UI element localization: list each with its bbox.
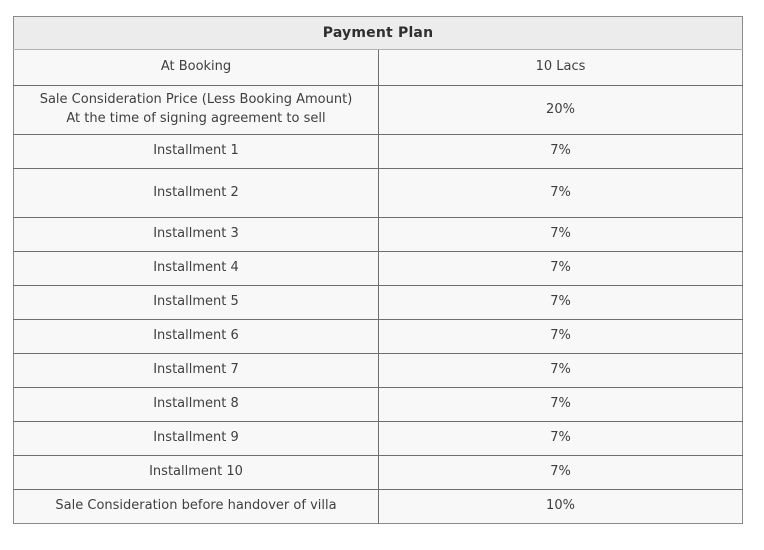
milestone-cell	[14, 388, 379, 422]
milestone-label-line: Sale Consideration before handover of villa	[55, 498, 337, 514]
amount-cell: 7%	[379, 456, 743, 490]
table-row	[14, 135, 743, 169]
milestone-cell	[14, 286, 379, 320]
milestone-cell	[14, 320, 379, 354]
milestone-cell	[14, 135, 379, 169]
table-row	[14, 218, 743, 252]
table-row	[14, 354, 743, 388]
milestone-label-line: Installment 5	[153, 294, 239, 310]
table-body	[14, 50, 743, 524]
table-row	[14, 286, 743, 320]
table-row	[14, 388, 743, 422]
milestone-label-line: Installment 2	[153, 184, 239, 200]
amount-cell: 7%	[379, 354, 743, 388]
milestone-cell	[14, 252, 379, 286]
milestone-cell	[14, 218, 379, 252]
table-row	[14, 50, 743, 86]
amount-cell: 7%	[379, 252, 743, 286]
payment-plan-table	[13, 16, 742, 524]
milestone-cell	[14, 422, 379, 456]
table-row	[14, 86, 743, 135]
amount-cell: 10%	[379, 490, 743, 524]
amount-cell: 7%	[379, 135, 743, 169]
amount-cell: 20%	[379, 86, 743, 135]
amount-cell: 7%	[379, 169, 743, 218]
milestone-label-line: Installment 1	[153, 143, 239, 159]
milestone-cell	[14, 50, 379, 86]
amount-cell: 7%	[379, 286, 743, 320]
milestone-cell	[14, 169, 379, 218]
amount-cell: 7%	[379, 388, 743, 422]
milestone-label-line: Installment 8	[153, 396, 239, 412]
payment-plan-grid	[13, 16, 743, 524]
milestone-cell	[14, 456, 379, 490]
milestone-label-line: Sale Consideration Price (Less Booking Amount)	[39, 92, 353, 108]
table-row	[14, 169, 743, 218]
amount-cell: 10 Lacs	[379, 50, 743, 86]
table-row	[14, 320, 743, 354]
milestone-label-line: Installment 9	[153, 430, 239, 446]
milestone-label-line: Installment 7	[153, 362, 239, 378]
milestone-cell	[14, 86, 379, 135]
table-row	[14, 456, 743, 490]
milestone-label-line: Installment 3	[153, 226, 239, 242]
milestone-cell	[14, 490, 379, 524]
table-title: Payment Plan	[14, 17, 743, 50]
amount-cell: 7%	[379, 218, 743, 252]
table-row	[14, 422, 743, 456]
milestone-label-line: At Booking	[160, 59, 232, 75]
table-row	[14, 252, 743, 286]
milestone-cell	[14, 354, 379, 388]
amount-cell: 7%	[379, 422, 743, 456]
milestone-label-line: Installment 6	[153, 328, 239, 344]
amount-cell: 7%	[379, 320, 743, 354]
table-header-row	[14, 17, 743, 50]
milestone-label-line: Installment 4	[153, 260, 239, 276]
milestone-label-line: At the time of signing agreement to sell	[66, 111, 326, 126]
milestone-label-line: Installment 10	[149, 464, 243, 480]
table-row	[14, 490, 743, 524]
